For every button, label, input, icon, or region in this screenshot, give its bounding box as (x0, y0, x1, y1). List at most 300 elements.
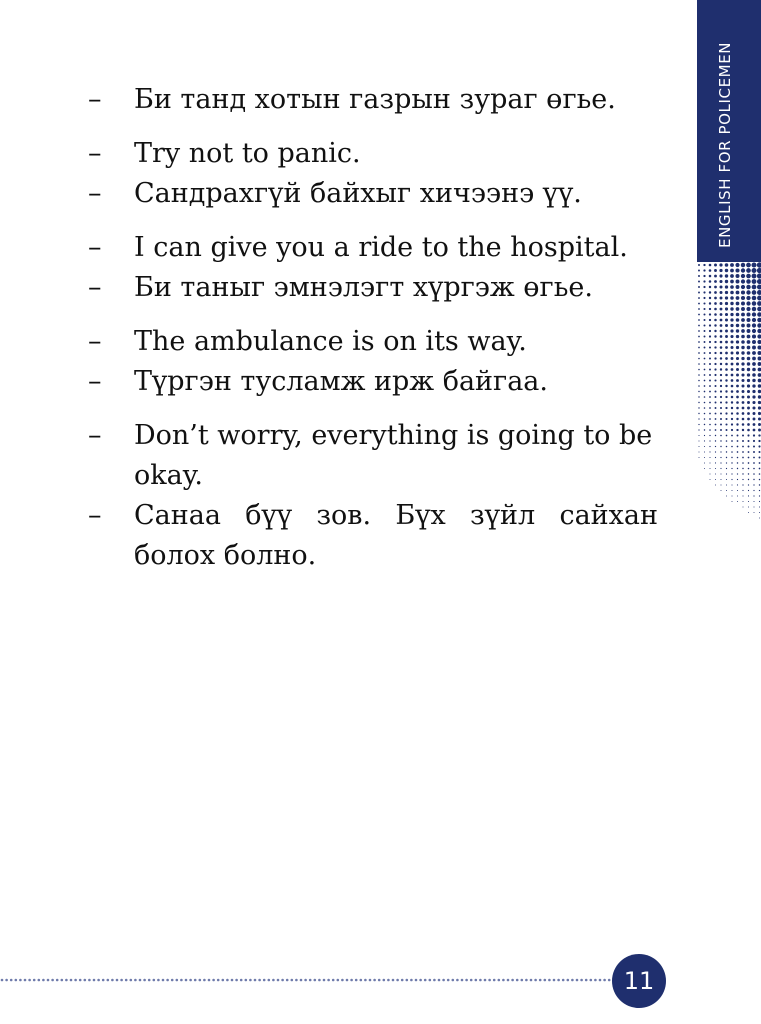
halftone-dot (703, 264, 705, 266)
halftone-dot (725, 407, 727, 409)
halftone-dot (757, 273, 761, 278)
halftone-dot (736, 296, 740, 300)
halftone-dot (698, 303, 700, 305)
footer-dot (24, 979, 27, 982)
halftone-dot (714, 341, 716, 343)
halftone-dot (714, 275, 717, 278)
footer-dot (33, 979, 36, 982)
halftone-dot (759, 506, 760, 507)
halftone-dot (703, 269, 705, 271)
halftone-dot (720, 462, 721, 463)
halftone-dot (704, 429, 705, 430)
halftone-dots (697, 262, 761, 575)
halftone-dot (757, 312, 761, 317)
dash: – (88, 420, 102, 451)
halftone-dot (720, 374, 722, 376)
halftone-dot (720, 313, 723, 316)
halftone-dot (715, 479, 716, 480)
halftone-dot (709, 324, 711, 326)
phrase-line (88, 362, 658, 402)
footer-dot (603, 979, 606, 982)
halftone-dot (757, 318, 761, 323)
halftone-dot (714, 291, 717, 294)
halftone-dot (752, 357, 756, 361)
halftone-dot (753, 490, 754, 491)
halftone-dot (741, 373, 744, 376)
halftone-dot (742, 429, 744, 431)
halftone-dot (704, 402, 706, 404)
halftone-dot (720, 440, 721, 441)
footer-dot (580, 979, 583, 982)
footer-dot (429, 979, 432, 982)
halftone-dot (726, 440, 728, 442)
footer-dot (304, 979, 307, 982)
halftone-dot (725, 401, 727, 403)
footer-dot (350, 979, 353, 982)
halftone-dot (747, 351, 751, 355)
footer-dot (567, 979, 570, 982)
halftone-dot (703, 291, 705, 293)
footer-dot (410, 979, 413, 982)
halftone-dot (753, 451, 755, 453)
halftone-dot (720, 407, 722, 409)
footer-dot (608, 979, 611, 982)
halftone-dot (726, 435, 728, 437)
footer-dot (415, 979, 418, 982)
halftone-dot (741, 268, 745, 272)
halftone-dot (757, 329, 761, 333)
halftone-dot (720, 352, 723, 355)
dash: – (88, 366, 102, 397)
halftone-dot (720, 302, 723, 305)
halftone-dot (731, 385, 734, 388)
footer-dot (88, 979, 91, 982)
halftone-dot (726, 468, 727, 469)
band-title-svg (704, 20, 744, 250)
halftone-dot (747, 357, 751, 361)
phrase-text: Би танд хотын газрын зураг өгье. (134, 84, 616, 115)
footer-dot (585, 979, 588, 982)
halftone-dot (704, 468, 705, 469)
halftone-dot (719, 269, 722, 272)
halftone-dot (698, 292, 700, 294)
halftone-dot (730, 291, 734, 295)
footer-dot (383, 979, 386, 982)
halftone-dot (748, 462, 750, 464)
halftone-dot (720, 424, 722, 426)
halftone-dot (698, 440, 699, 441)
halftone-dot (710, 479, 711, 480)
footer-dot (10, 979, 13, 982)
halftone-dot (709, 269, 712, 272)
halftone-dot (720, 468, 721, 469)
footer-dot (369, 979, 372, 982)
halftone-dot (752, 312, 756, 316)
phrase-text: Түргэн тусламж ирж байгаа. (134, 366, 548, 397)
halftone-dot (709, 369, 711, 371)
halftone-dot (698, 270, 700, 272)
halftone-dot (741, 329, 745, 333)
halftone-dot (736, 357, 739, 360)
halftone-dot (752, 401, 755, 404)
halftone-dot (748, 473, 749, 474)
footer-dot (502, 979, 505, 982)
halftone-dot (753, 429, 756, 432)
footer-dot (268, 979, 271, 982)
phrase-text: Би таныг эмнэлэгт хүргэж өгье. (134, 272, 593, 303)
footer-dot (157, 979, 160, 982)
halftone-dot (731, 473, 732, 474)
halftone-dot (725, 374, 728, 377)
halftone-dot (715, 418, 717, 420)
halftone-dot (730, 318, 733, 321)
halftone-dot (759, 484, 760, 485)
halftone-dot (736, 429, 738, 431)
halftone-dot (709, 264, 712, 267)
halftone-dot (719, 263, 722, 266)
halftone-dot (720, 297, 723, 300)
halftone-dot (731, 490, 732, 491)
footer-dot (74, 979, 77, 982)
halftone-dot (758, 451, 760, 453)
halftone-dot (720, 435, 722, 437)
footer-dot (5, 979, 8, 982)
halftone-dot (709, 335, 711, 337)
halftone-dot (747, 346, 751, 350)
halftone-dot (709, 462, 710, 463)
footer-dot (392, 979, 395, 982)
halftone-dot (737, 457, 739, 459)
halftone-dot (758, 373, 761, 377)
halftone-dot (736, 313, 740, 317)
halftone-dot (759, 518, 760, 519)
footer-dot (590, 979, 593, 982)
halftone-dot (736, 401, 739, 404)
halftone-dot (746, 263, 751, 268)
footer-dot (162, 979, 165, 982)
halftone-dot (746, 290, 750, 294)
halftone-dot (715, 451, 716, 452)
halftone-dot (698, 325, 700, 327)
halftone-dot (731, 468, 732, 469)
halftone-dot (731, 446, 733, 448)
halftone-dot (752, 351, 756, 355)
halftone-dot (715, 435, 716, 436)
halftone-dot (747, 379, 750, 382)
halftone-dot (725, 302, 728, 305)
footer-dot (465, 979, 468, 982)
halftone-dot (704, 446, 705, 447)
halftone-dot (758, 440, 760, 442)
halftone-dot (743, 507, 744, 508)
halftone-dot (720, 330, 723, 333)
halftone-dot (714, 269, 717, 272)
halftone-dot (753, 473, 755, 475)
footer-dot (272, 979, 275, 982)
halftone-dot (746, 285, 750, 289)
footer-dot (488, 979, 491, 982)
halftone-dot (730, 335, 733, 338)
halftone-dot (741, 340, 745, 344)
halftone-dot (736, 335, 739, 338)
footer-dot (442, 979, 445, 982)
footer-dot (199, 979, 202, 982)
halftone-dot (725, 296, 728, 299)
halftone-dot (714, 280, 717, 283)
halftone-dot (747, 434, 749, 436)
footer-dot (461, 979, 464, 982)
halftone-dot (709, 313, 711, 315)
halftone-dot (747, 335, 751, 339)
halftone-dot (731, 352, 734, 355)
footer-dot (323, 979, 326, 982)
halftone-dot (757, 345, 761, 349)
title-band (697, 0, 761, 262)
halftone-dot (714, 324, 716, 326)
halftone-dot (736, 329, 739, 332)
halftone-dot (699, 457, 700, 458)
halftone-dot (725, 385, 727, 387)
halftone-dot (735, 274, 739, 278)
halftone-dot (754, 512, 755, 513)
halftone-dot (736, 351, 739, 354)
footer-dot (479, 979, 482, 982)
halftone-dot (698, 385, 700, 387)
halftone-dot (704, 358, 706, 360)
footer-dot (291, 979, 294, 982)
halftone-dot (736, 362, 739, 365)
halftone-dot (752, 384, 755, 387)
halftone-dot (752, 368, 756, 372)
halftone-dot (742, 385, 745, 388)
halftone-dot (709, 396, 711, 398)
footer-dot (15, 979, 18, 982)
footer-dot (176, 979, 179, 982)
halftone-dot (731, 368, 734, 371)
halftone-dot (736, 412, 739, 415)
halftone-dot (704, 451, 705, 452)
footer-dot (217, 979, 220, 982)
footer-dot (180, 979, 183, 982)
halftone-dot (709, 286, 711, 288)
halftone-dot (725, 412, 727, 414)
halftone-dot (748, 451, 750, 453)
halftone-dot (731, 457, 732, 458)
halftone-dot (753, 468, 755, 470)
halftone-dot (731, 346, 734, 349)
halftone-dot (747, 401, 750, 404)
halftone-dot (720, 291, 723, 294)
book-title: ENGLISH FOR POLICEMEN (716, 41, 734, 248)
halftone-dot (715, 462, 716, 463)
halftone-dot (699, 452, 700, 453)
halftone-dot (698, 281, 700, 283)
halftone-dot (752, 362, 756, 366)
halftone-dot (704, 369, 706, 371)
footer-dotted-rule (0, 976, 612, 984)
halftone-dot (742, 423, 745, 426)
halftone-dot (731, 418, 733, 420)
halftone-dot (752, 390, 755, 393)
footer-dot (130, 979, 133, 982)
halftone-dot (721, 485, 722, 486)
footer-dot (346, 979, 349, 982)
halftone-dot (714, 352, 716, 354)
footer-dot (148, 979, 151, 982)
halftone-dot (698, 363, 700, 365)
halftone-dot (725, 274, 728, 277)
halftone-dot (698, 352, 700, 354)
halftone-dot (757, 290, 761, 295)
halftone-dot (737, 451, 739, 453)
halftone-dot (726, 490, 727, 491)
halftone-dot (747, 412, 750, 415)
halftone-dot (741, 379, 744, 382)
phrase-text: Сандрахгүй байхыг хичээнэ үү. (134, 178, 582, 209)
halftone-dot (720, 319, 723, 322)
halftone-dot (714, 297, 717, 300)
halftone-dot (725, 423, 727, 425)
halftone-dot (720, 346, 723, 349)
halftone-dot (709, 424, 711, 426)
halftone-dot (736, 418, 738, 420)
halftone-dot (747, 384, 750, 387)
halftone-dot (742, 434, 744, 436)
halftone-dot (737, 479, 738, 480)
halftone-dot (720, 401, 722, 403)
halftone-dot (715, 485, 716, 486)
halftone-dot (698, 413, 699, 414)
footer-dot (396, 979, 399, 982)
halftone-dot (731, 429, 733, 431)
footer-dot (249, 979, 252, 982)
halftone-dot (709, 402, 711, 404)
halftone-dot (747, 390, 750, 393)
halftone-dot (748, 495, 749, 496)
footer-dot (571, 979, 574, 982)
halftone-dot (731, 440, 733, 442)
halftone-dot (698, 347, 700, 349)
halftone-dot (747, 373, 750, 376)
halftone-dot (714, 319, 717, 322)
halftone-dot (715, 446, 716, 447)
footer-dot (166, 979, 169, 982)
phrase-text: Don’t worry, everything is going to be okay. (134, 420, 653, 491)
halftone-dot (736, 374, 739, 377)
page-number: 11 (612, 954, 666, 1008)
footer-dot (373, 979, 376, 982)
halftone-dot (714, 374, 716, 376)
halftone-dot (757, 301, 761, 306)
footer-dot (185, 979, 188, 982)
halftone-dot (703, 280, 705, 282)
halftone-dot (709, 413, 711, 415)
halftone-dot (709, 352, 711, 354)
footer-dot (327, 979, 330, 982)
footer-dot (143, 979, 146, 982)
halftone-dot (709, 457, 710, 458)
halftone-dot (704, 407, 706, 409)
footer-dot (300, 979, 303, 982)
halftone-dot (747, 329, 751, 333)
halftone-dot (714, 385, 716, 387)
halftone-dot (753, 495, 754, 496)
halftone-dot (720, 429, 722, 431)
halftone-dot (720, 368, 722, 370)
halftone-dot (747, 418, 750, 421)
halftone-dot (737, 462, 738, 463)
halftone-dot (725, 307, 728, 310)
halftone-dot (736, 390, 739, 393)
halftone-dot (709, 446, 710, 447)
halftone-dot (731, 374, 734, 377)
halftone-dot (715, 407, 717, 409)
halftone-dot (726, 484, 727, 485)
halftone-dot (730, 324, 733, 327)
halftone-dot (757, 351, 761, 355)
phrase-group (88, 134, 658, 214)
halftone-dot (741, 335, 745, 339)
halftone-dot (753, 457, 755, 459)
halftone-dot (746, 296, 750, 300)
halftone-dot (752, 290, 757, 295)
footer-dot (447, 979, 450, 982)
sidebar-band (697, 0, 761, 575)
phrase-group (88, 80, 658, 120)
dash: – (88, 272, 102, 303)
halftone-dot (747, 324, 751, 328)
halftone-dot (758, 362, 761, 366)
halftone-dot (704, 330, 706, 332)
halftone-dot (703, 302, 705, 304)
footer-dot (79, 979, 82, 982)
footer-dot (484, 979, 487, 982)
halftone-dot (704, 413, 706, 415)
phrase-line (88, 134, 658, 174)
footer-dot (235, 979, 238, 982)
footer-dot (139, 979, 142, 982)
halftone-dot (741, 285, 745, 289)
halftone-dot (757, 334, 761, 338)
footer-dot (194, 979, 197, 982)
halftone-dot (730, 302, 733, 305)
halftone-dot (704, 463, 705, 464)
halftone-dot (737, 440, 739, 442)
halftone-dot (757, 268, 761, 273)
halftone-dot (752, 406, 755, 409)
halftone-dot (725, 324, 728, 327)
footer-dot (102, 979, 105, 982)
footer-dot (212, 979, 215, 982)
halftone-dot (742, 440, 744, 442)
phrase-group (88, 322, 658, 402)
halftone-dot (753, 506, 754, 507)
halftone-dot (709, 280, 712, 283)
halftone-dot (719, 285, 722, 288)
halftone-dot (698, 396, 699, 397)
phrase-group (88, 416, 658, 576)
halftone-dot (704, 363, 706, 365)
footer-dot (56, 979, 59, 982)
halftone-dot (725, 429, 727, 431)
halftone-dot (704, 391, 706, 393)
footer-dot (116, 979, 119, 982)
halftone-dot (709, 380, 711, 382)
footer-dot (111, 979, 114, 982)
halftone-dot (752, 379, 755, 382)
halftone-dot (757, 323, 761, 327)
halftone-dot (698, 380, 700, 382)
